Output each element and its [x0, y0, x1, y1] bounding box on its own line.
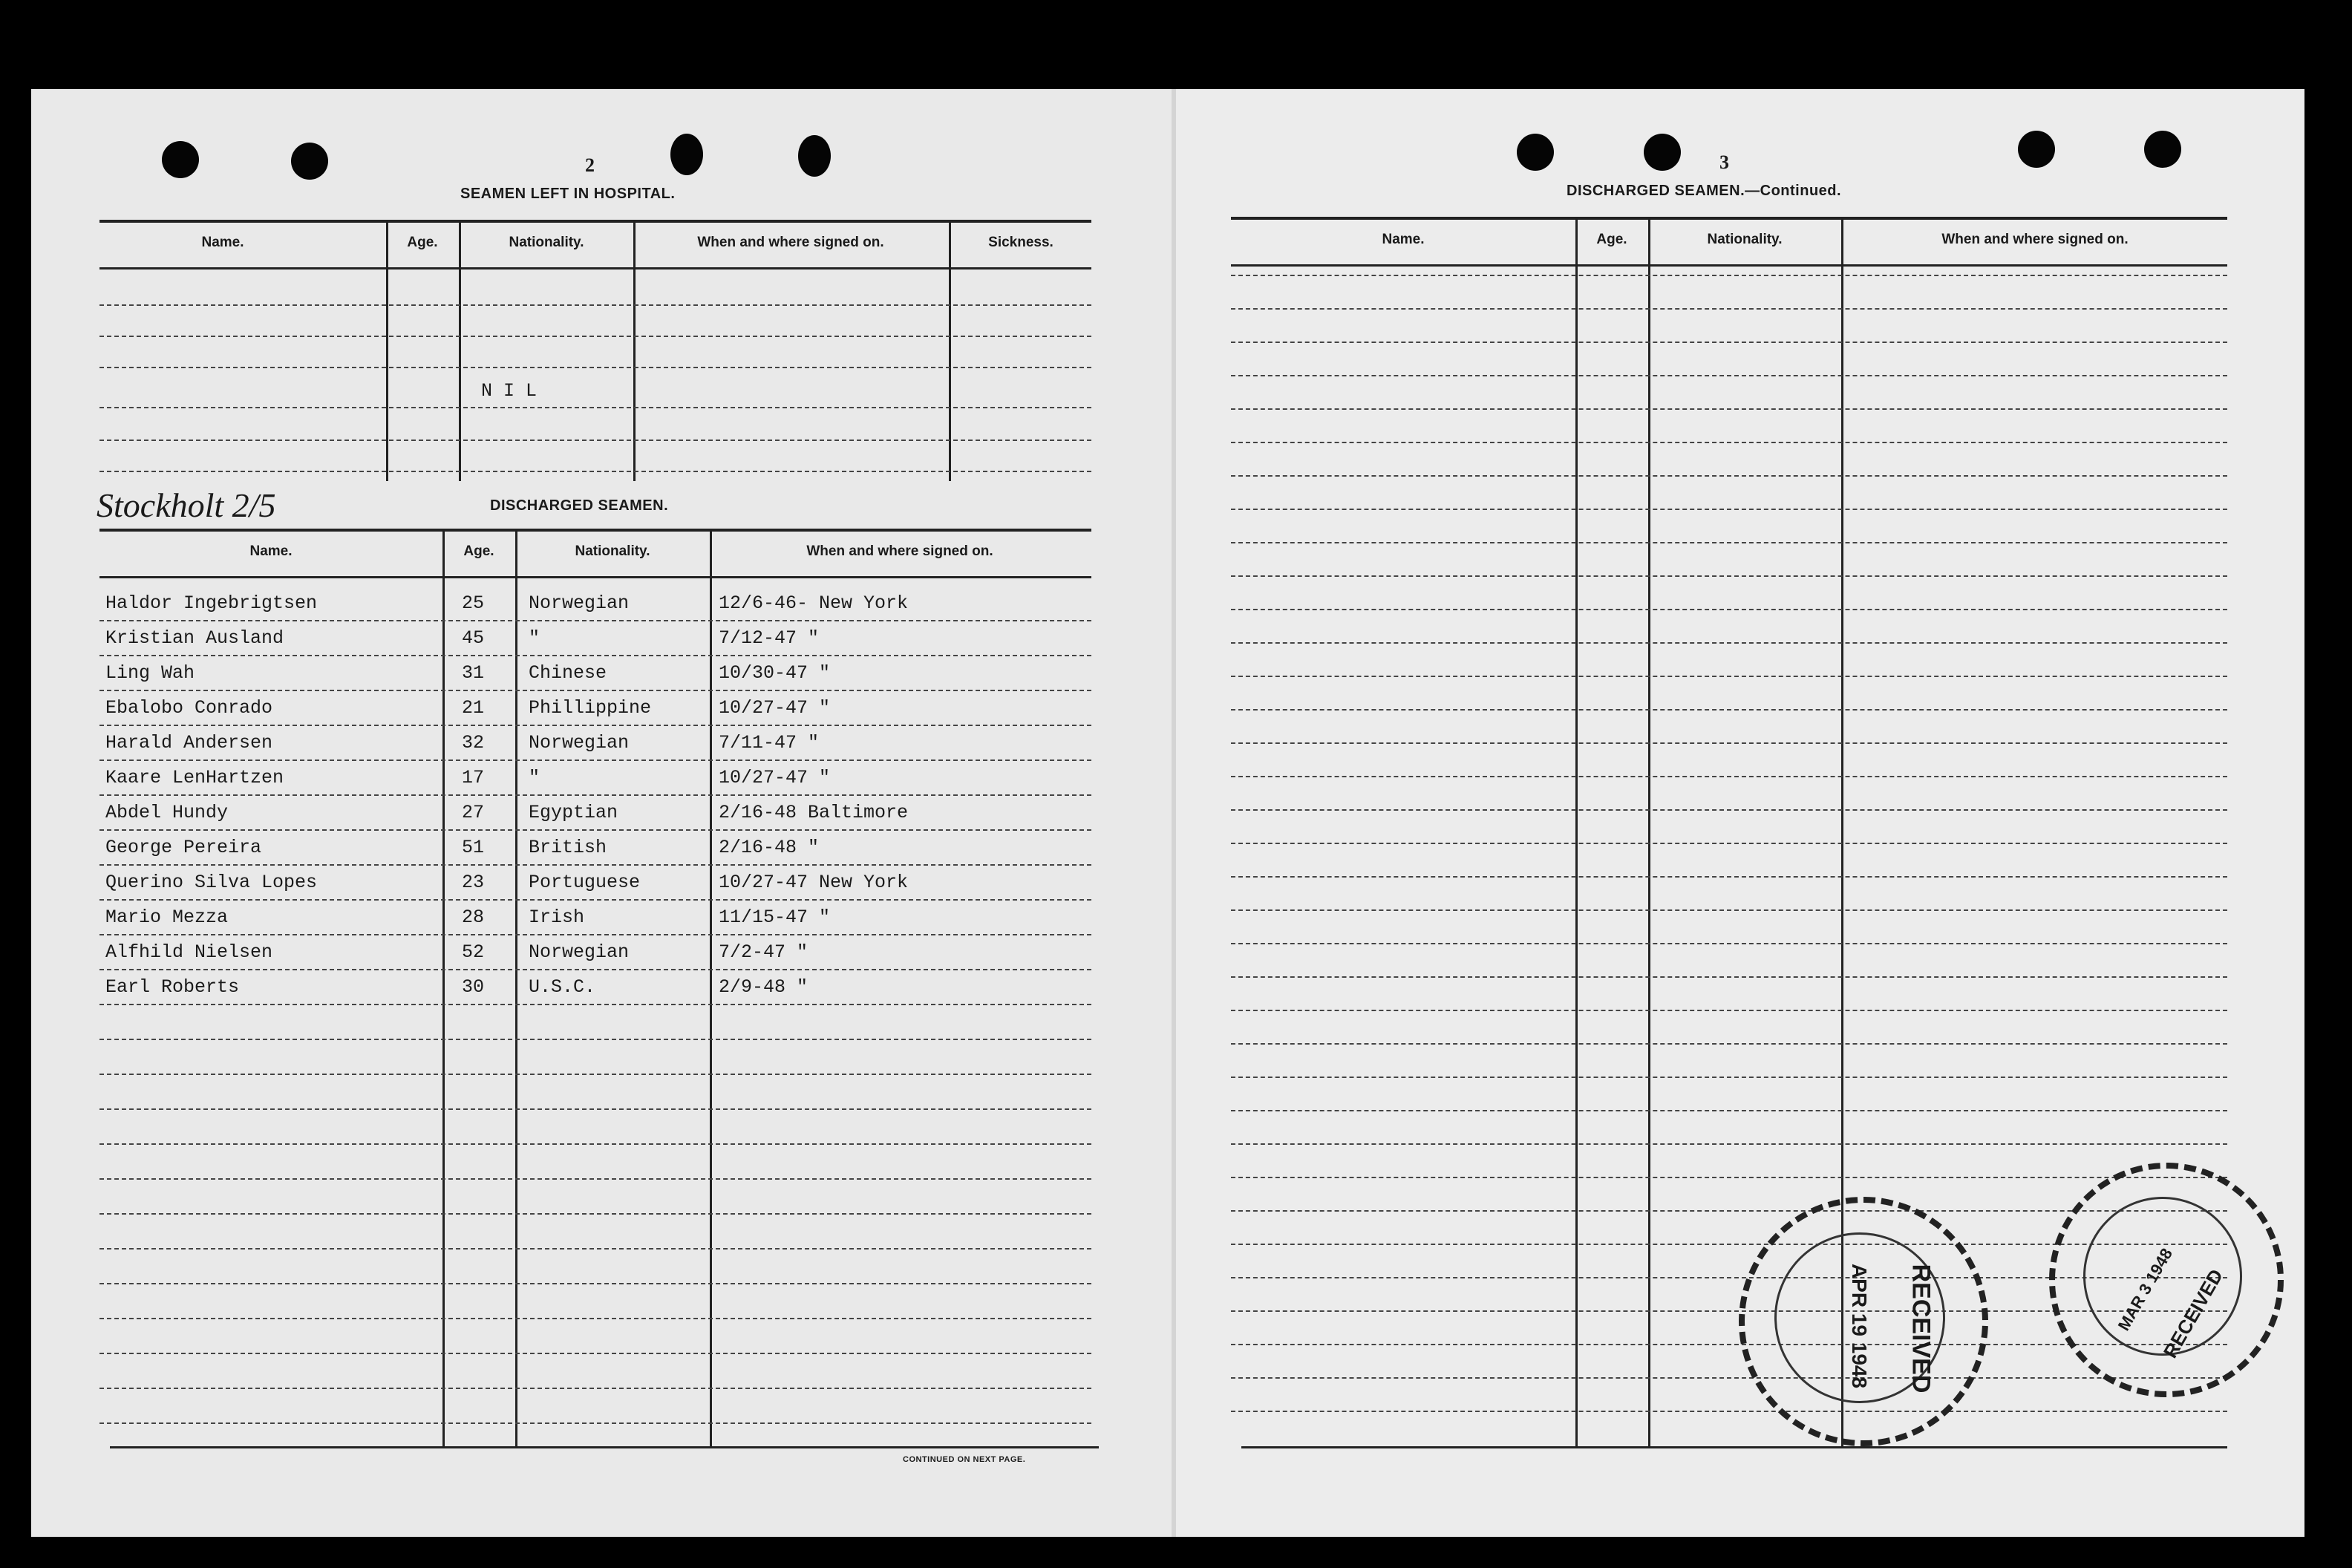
table-row-rule	[1231, 308, 2227, 310]
table-row-rule	[99, 336, 1091, 337]
page-fold	[1172, 89, 1176, 1537]
seaman-age: 27	[462, 802, 485, 823]
seaman-signed-on: 7/2-47 "	[719, 941, 808, 963]
punch-hole	[1517, 134, 1554, 171]
seaman-name: Haldor Ingebrigtsen	[105, 592, 318, 614]
seaman-nationality: Phillippine	[529, 697, 652, 719]
table-rule	[110, 1446, 1099, 1448]
table-row-rule	[1231, 1377, 2227, 1379]
table-row-rule	[99, 725, 1091, 726]
seaman-age: 23	[462, 872, 485, 893]
punch-hole	[798, 135, 831, 177]
table-row-rule	[99, 1248, 1091, 1250]
table-row-rule	[1231, 1411, 2227, 1412]
table-rule	[1231, 217, 2227, 220]
table-row-rule	[1231, 1143, 2227, 1145]
table-row-rule	[99, 1108, 1091, 1110]
table-row-rule	[1231, 676, 2227, 677]
table-row-rule	[1231, 776, 2227, 777]
table-rule	[99, 220, 1091, 223]
seaman-nationality: Norwegian	[529, 592, 630, 614]
table-row-rule	[1231, 1110, 2227, 1111]
table-row-rule	[99, 1318, 1091, 1319]
table-row-rule	[1231, 509, 2227, 510]
seaman-name: Mario Mezza	[105, 906, 229, 928]
seaman-signed-on: 10/30-47 "	[719, 662, 831, 684]
table-row-rule	[1231, 1010, 2227, 1011]
table-column-rule	[710, 529, 712, 1446]
table-rule	[99, 267, 1091, 270]
table-row-rule	[99, 864, 1091, 866]
seaman-nationality: Norwegian	[529, 941, 630, 963]
table-row-rule	[1231, 976, 2227, 978]
table-row-rule	[1231, 375, 2227, 376]
seaman-nationality: Egyptian	[529, 802, 618, 823]
table-row-rule	[99, 760, 1091, 761]
table-row-rule	[1231, 475, 2227, 477]
table-row-rule	[1231, 943, 2227, 944]
table-column-rule	[1575, 217, 1578, 1446]
seaman-signed-on: 7/11-47 "	[719, 732, 820, 754]
table-row-rule	[1231, 843, 2227, 844]
table-row-rule	[1231, 442, 2227, 443]
seaman-age: 30	[462, 976, 485, 998]
seaman-signed-on: 2/16-48 Baltimore	[719, 802, 909, 823]
table-column-rule	[1648, 217, 1650, 1446]
table-row-rule	[99, 440, 1091, 441]
received-stamp	[2049, 1163, 2284, 1397]
table-column-rule	[949, 220, 951, 481]
hospital-header-sickness: Sickness.	[988, 235, 1054, 250]
table-row-rule	[99, 934, 1091, 935]
seaman-signed-on: 2/9-48 "	[719, 976, 808, 998]
discharged-header-age: Age.	[463, 543, 494, 559]
continued-header-age: Age.	[1596, 232, 1627, 247]
punch-hole	[2018, 131, 2055, 168]
table-row-rule	[99, 1004, 1091, 1005]
seaman-nationality: U.S.C.	[529, 976, 596, 998]
seaman-age: 17	[462, 767, 485, 788]
table-row-rule	[1231, 542, 2227, 543]
table-row-rule	[1231, 642, 2227, 644]
continued-footer: CONTINUED ON NEXT PAGE.	[903, 1455, 1026, 1464]
seaman-nationality: "	[529, 767, 540, 788]
table-row-rule	[1231, 709, 2227, 710]
received-stamp	[1739, 1197, 1988, 1446]
seaman-age: 45	[462, 627, 485, 649]
seaman-signed-on: 10/27-47 "	[719, 767, 831, 788]
discharged-section-title: DISCHARGED SEAMEN.	[490, 497, 669, 514]
table-row-rule	[99, 1074, 1091, 1075]
table-row-rule	[99, 367, 1091, 368]
table-row-rule	[99, 690, 1091, 691]
table-row-rule	[99, 794, 1091, 796]
punch-hole	[1644, 134, 1681, 171]
seaman-age: 28	[462, 906, 485, 928]
discharged-header-signed-on: When and where signed on.	[806, 543, 993, 559]
table-row-rule	[99, 1283, 1091, 1284]
hospital-nil-note: N I L	[481, 380, 538, 402]
seaman-name: Kristian Ausland	[105, 627, 284, 649]
hospital-header-nationality: Nationality.	[509, 235, 584, 250]
seaman-nationality: "	[529, 627, 540, 649]
table-row-rule	[99, 1143, 1091, 1145]
continued-header-nationality: Nationality.	[1707, 232, 1783, 247]
hospital-header-age: Age.	[407, 235, 438, 250]
seaman-nationality: Norwegian	[529, 732, 630, 754]
seaman-name: Abdel Hundy	[105, 802, 229, 823]
seaman-age: 31	[462, 662, 485, 684]
table-rule	[1241, 1446, 2227, 1448]
table-rule	[99, 576, 1091, 578]
seaman-age: 32	[462, 732, 485, 754]
table-row-rule	[1231, 609, 2227, 610]
seaman-name: Kaare LenHartzen	[105, 767, 284, 788]
discharged-continued-title: DISCHARGED SEAMEN.—Continued.	[1567, 183, 1842, 199]
discharged-header-name: Name.	[249, 543, 293, 559]
table-row-rule	[99, 620, 1091, 621]
table-row-rule	[1231, 876, 2227, 878]
table-row-rule	[99, 1353, 1091, 1354]
page-number: 3	[1719, 151, 1729, 173]
table-row-rule	[1231, 1077, 2227, 1078]
seaman-age: 21	[462, 697, 485, 719]
table-row-rule	[1231, 275, 2227, 276]
table-column-rule	[386, 220, 388, 481]
seaman-signed-on: 10/27-47 "	[719, 697, 831, 719]
table-row-rule	[99, 655, 1091, 656]
hospital-header-name: Name.	[201, 235, 244, 250]
seaman-nationality: Chinese	[529, 662, 607, 684]
continued-header-signed-on: When and where signed on.	[1941, 232, 2129, 247]
table-column-rule	[442, 529, 445, 1446]
seaman-signed-on: 7/12-47 "	[719, 627, 820, 649]
table-column-rule	[459, 220, 461, 481]
punch-hole	[2144, 131, 2181, 168]
table-row-rule	[1231, 809, 2227, 811]
table-row-rule	[99, 1178, 1091, 1180]
table-row-rule	[1231, 742, 2227, 744]
seaman-age: 51	[462, 837, 485, 858]
table-row-rule	[99, 1213, 1091, 1215]
punch-hole	[162, 141, 199, 178]
table-row-rule	[1231, 342, 2227, 343]
table-row-rule	[99, 1388, 1091, 1389]
seaman-name: Earl Roberts	[105, 976, 240, 998]
seaman-name: Querino Silva Lopes	[105, 872, 318, 893]
stamp-date: MAR 3 1948	[2114, 1245, 2177, 1334]
page-number: 2	[585, 154, 595, 176]
table-row-rule	[1231, 575, 2227, 577]
table-row-rule	[99, 304, 1091, 306]
table-column-rule	[515, 529, 517, 1446]
seaman-signed-on: 2/16-48 "	[719, 837, 820, 858]
table-rule	[1231, 264, 2227, 267]
seaman-age: 52	[462, 941, 485, 963]
seaman-name: Harald Andersen	[105, 732, 273, 754]
table-row-rule	[99, 969, 1091, 970]
table-column-rule	[633, 220, 636, 481]
seaman-name: George Pereira	[105, 837, 262, 858]
table-rule	[99, 529, 1091, 532]
hospital-section-title: SEAMEN LEFT IN HOSPITAL.	[460, 186, 676, 202]
hospital-header-signed-on: When and where signed on.	[697, 235, 884, 250]
table-row-rule	[99, 899, 1091, 901]
handwritten-annotation: Stockholt 2/5	[97, 486, 276, 524]
stamp-label: RECEIVED	[1907, 1264, 1936, 1394]
stamp-date: APR 19 1948	[1848, 1263, 1872, 1389]
punch-hole	[291, 143, 328, 180]
table-row-rule	[1231, 1043, 2227, 1045]
seaman-nationality: Irish	[529, 906, 585, 928]
seaman-signed-on: 11/15-47 "	[719, 906, 831, 928]
seaman-name: Ling Wah	[105, 662, 195, 684]
discharged-header-nationality: Nationality.	[575, 543, 650, 559]
seaman-signed-on: 12/6-46- New York	[719, 592, 909, 614]
table-row-rule	[99, 407, 1091, 408]
table-row-rule	[1231, 408, 2227, 410]
table-row-rule	[99, 1039, 1091, 1040]
punch-hole	[670, 134, 703, 175]
stamp-label: RECEIVED	[2158, 1265, 2228, 1362]
seaman-nationality: British	[529, 837, 607, 858]
table-row-rule	[99, 1422, 1091, 1424]
seaman-signed-on: 10/27-47 New York	[719, 872, 909, 893]
seaman-name: Alfhild Nielsen	[105, 941, 273, 963]
table-row-rule	[99, 471, 1091, 472]
table-row-rule	[1231, 909, 2227, 911]
seaman-age: 25	[462, 592, 485, 614]
seaman-name: Ebalobo Conrado	[105, 697, 273, 719]
table-row-rule	[1231, 1177, 2227, 1178]
seaman-nationality: Portuguese	[529, 872, 641, 893]
continued-header-name: Name.	[1382, 232, 1425, 247]
table-row-rule	[99, 829, 1091, 831]
